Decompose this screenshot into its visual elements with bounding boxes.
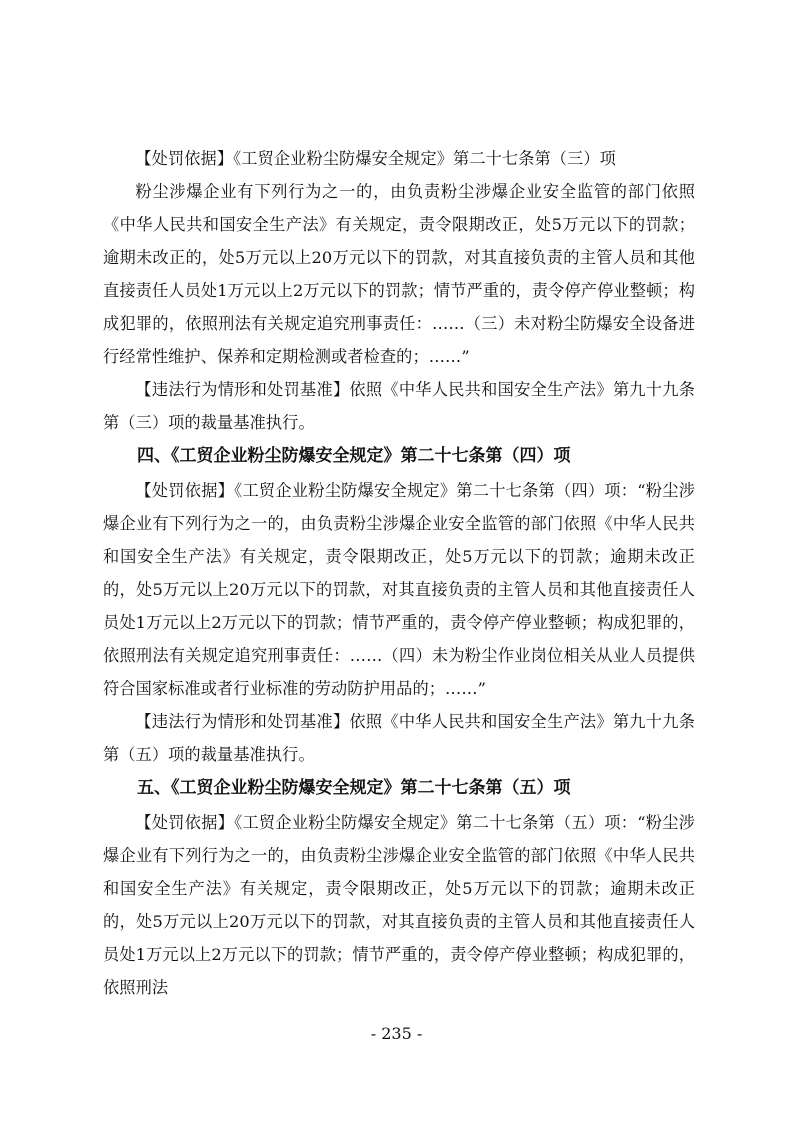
document-page: [103, 142, 695, 1004]
section4-basis: 【处罚依据】《工贸企业粉尘防爆安全规定》第二十七条第（四）项：“粉尘涉爆企业有下列行为之一的，由负责粉尘涉爆企业安全监管的部门依照《中华人民共和国安全生产法》有关规定，责令限期改正，处5万元以下的罚款；逾期未改正的，处5万元以上20万元以下的罚款，对其直接负责的主管人员和其他直接责任人员处1万元以上2万元以下的罚款；情节严重的，责令停产停业整顿；构成犯罪的，依照刑法有关规定追究刑事责任：……（四）未为粉尘作业岗位相关从业人员提供符合国家标准或者行业标准的劳动防护用品的；……”: [103, 481, 695, 698]
section5-heading: 五、《工贸企业粉尘防爆安全规定》第二十七条第（五）项: [137, 778, 571, 798]
section3-standard: 【违法行为情形和处罚基准】依照《中华人民共和国安全生产法》第九十九条第（三）项的裁量基准执行。: [103, 380, 695, 432]
section5-basis: 【处罚依据】《工贸企业粉尘防爆安全规定》第二十七条第（五）项：“粉尘涉爆企业有下列行为之一的，由负责粉尘涉爆企业安全监管的部门依照《中华人民共和国安全生产法》有关规定，责令限期改正，处5万元以下的罚款；逾期未改正的，处5万元以上20万元以下的罚款，对其直接负责的主管人员和其他直接责任人员处1万元以上2万元以下的罚款；情节严重的，责令停产停业整顿；构成犯罪的，依照刑法: [103, 813, 695, 997]
section3-basis: 【处罚依据】《工贸企业粉尘防爆安全规定》第二十七条第（三）项: [135, 149, 616, 168]
section4-standard: 【违法行为情形和处罚基准】依照《中华人民共和国安全生产法》第九十九条第（五）项的裁量基准执行。: [103, 712, 695, 764]
section4-heading: 四、《工贸企业粉尘防爆安全规定》第二十七条第（四）项: [137, 446, 571, 466]
section3-law-text: 粉尘涉爆企业有下列行为之一的，由负责粉尘涉爆企业安全监管的部门依照《中华人民共和国安全生产法》有关规定，责令限期改正，处5万元以下的罚款；逾期未改正的，处5万元以上20万元以下的罚款，对其直接负责的主管人员和其他直接责任人员处1万元以上2万元以下的罚款；情节严重的，责令停产停业整顿；构成犯罪的，依照刑法有关规定追究刑事责任：……（三）未对粉尘防爆安全设备进行经常性维护、保养和定期检测或者检查的；……”: [103, 182, 695, 366]
page-number: - 235 -: [370, 1024, 423, 1043]
